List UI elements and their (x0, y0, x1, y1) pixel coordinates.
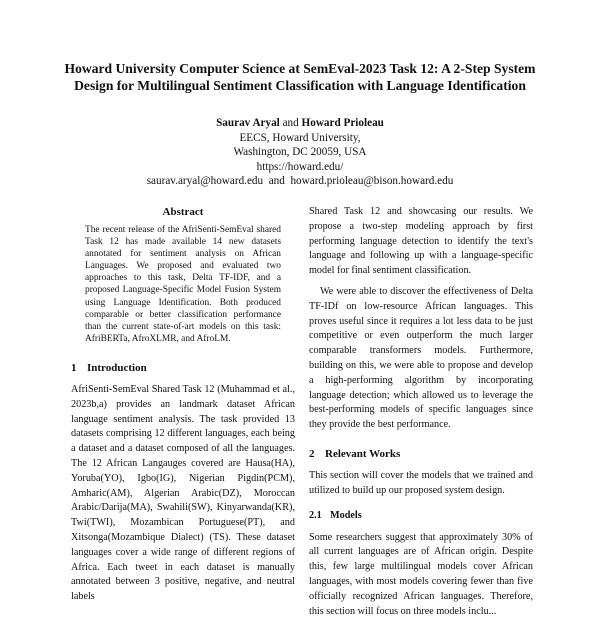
affiliation: EECS, Howard University, (239, 131, 361, 144)
models-paragraph: Some researchers suggest that approximately 30% of all current languages are of African origin. Despite this, few large multilingual models cover African languages, with most models covering fewer than five officially recognized African languages. Therefore, this section will focus on three models inclu... (309, 531, 533, 617)
paper-title: Howard University Computer Science at SemEval-2023 Task 12: A 2-Step System Design for Multilingual Sentiment Classification with Language Identification (64, 61, 536, 93)
section-number: 2 (309, 447, 315, 460)
contribution-paragraph: We were able to discover the effectiveness of Delta TF-IDf on low-resource African languages. This proves useful since it requires a lot less data to be just competitive or even outperform the much larger comparable transformers models. Furthermore, building on this, we were able to propose and develop a high-performing algorithm by incorporating language detection; which allowed us to leverage the best-performing models of specific languages since they provide the best performance. (309, 285, 533, 431)
section-title: Relevant Works (325, 447, 401, 460)
affiliation-url: https://howard.edu/ (256, 160, 344, 173)
author-block (60, 116, 540, 189)
relevant-works-paragraph: This section will cover the models that we trained and utilized to build up our proposed system design. (309, 469, 533, 496)
subsection-title: Models (330, 509, 362, 521)
author-name: Saurav Aryal (216, 117, 280, 129)
section-title: Introduction (87, 361, 147, 374)
section-number: 1 (71, 361, 77, 374)
intro-paragraph: AfriSenti-SemEval Shared Task 12 (Muhammad et al., 2023b,a) provides an landmark dataset African language sentiment analysis. The task provided 13 datasets comprising 12 different languages, each being a dataset and a dataset composed of all the languages. The 12 African Langauges covered are Hausa(HA), Yoruba(YO), Igbo(IG), Nigerian Pigdin(PCM), Amharic(AM), Algerian Arabic(DZ), Moroccan Arabic/Darija(MA), Swahili(SW), Kinyarwanda(KR), Twi(TWI), Mozambican Portuguese(PT), and Xitsonga(Mozambique Dialect) (TS). These dataset languages cover a wide range of different regions of Africa. Each tweet in each dataset is manually annotated between 3 positive, negative, and neutral labels (71, 383, 295, 603)
author-names (60, 116, 540, 131)
right-column (309, 205, 533, 619)
author-connector: and (282, 117, 299, 129)
subsection-number: 2.1 (309, 509, 322, 521)
abstract-text: The recent release of the AfriSenti-SemEval shared Task 12 has made available 14 new datasets annotated for sentiment analysis on African Languages. We proposed and evaluated two approaches to this task, Delta TF-IDF, and a proposed Language-Specific Model Fusion System using Language Identification. Both produced comparable or better classification performance than the current state-of-art models on this task: AfriBERTa, AfroXLMR, and AfroLM. (85, 225, 281, 344)
subsection-heading-models (309, 509, 533, 523)
author-name: Howard Prioleau (301, 117, 384, 129)
section-heading-introduction (71, 361, 295, 375)
abstract-heading: Abstract (162, 206, 204, 218)
left-column (71, 205, 295, 605)
address: Washington, DC 20059, USA (233, 146, 367, 158)
author-emails: saurav.aryal@howard.edu and howard.prioleau@bison.howard.edu (146, 175, 454, 187)
section-heading-relevant-works (309, 447, 533, 461)
intro-continuation-paragraph: Shared Task 12 and showcasing our results. We propose a two-step modeling approach by first performing language detection to identify the text's language and following up with a language-specific model for final sentiment classification. (309, 206, 533, 277)
